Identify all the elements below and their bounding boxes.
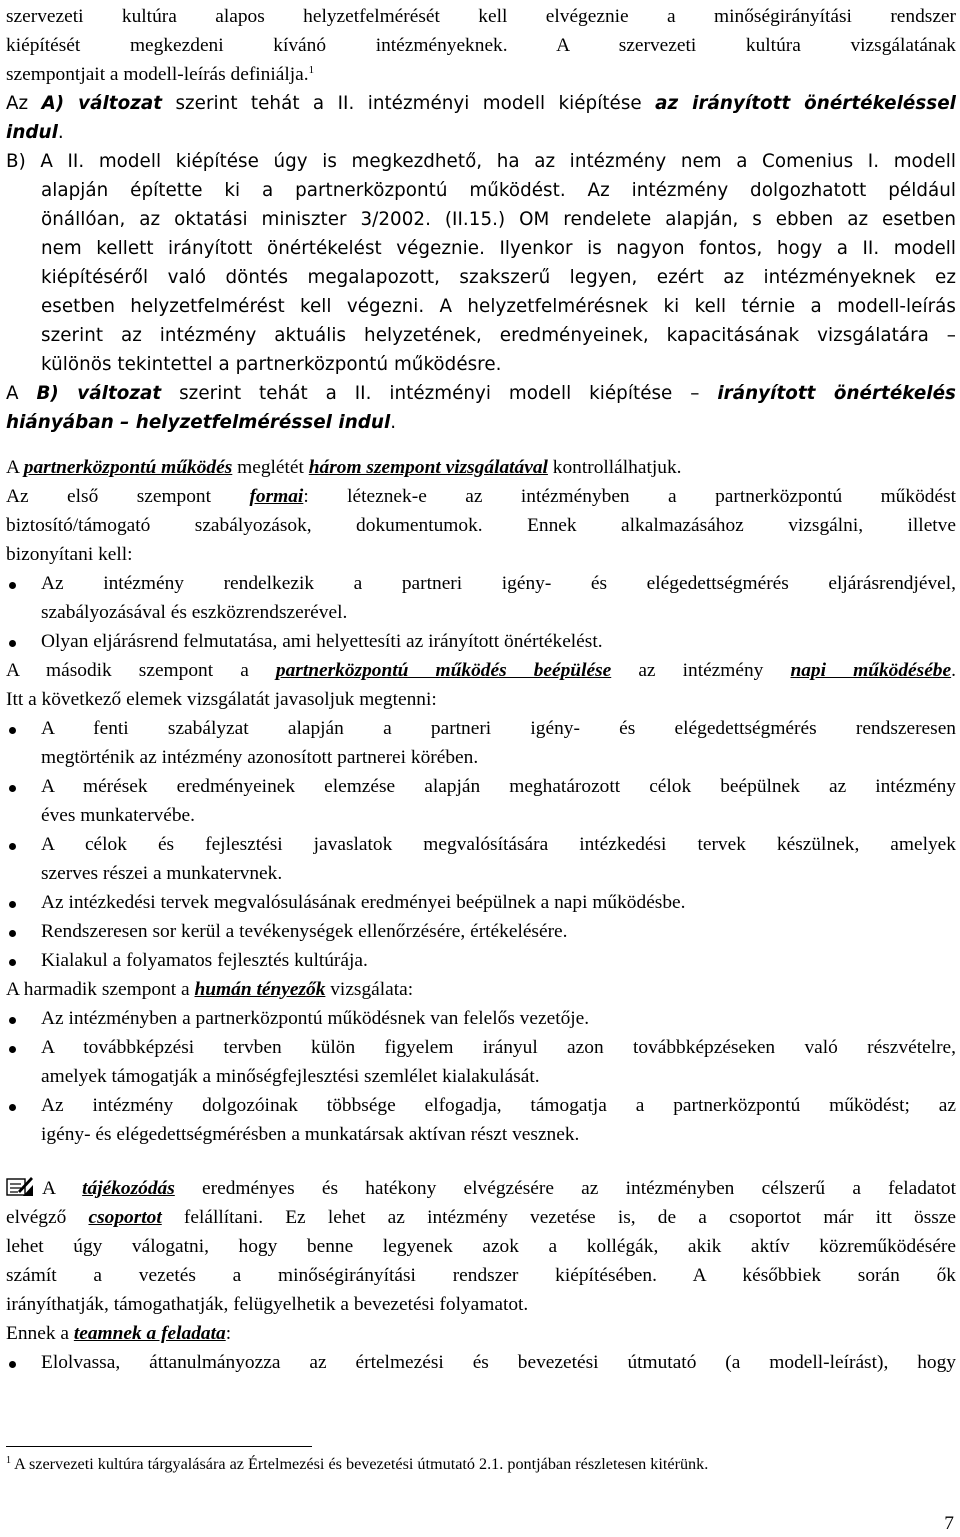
- paragraph-line: alapján építette ki a partnerközpontú működést. Az intézmény dolgozhatott például: [41, 180, 956, 201]
- bullet-icon: [9, 1017, 16, 1024]
- paragraph-line: különös tekintettel a partnerközpontú működésre.: [41, 354, 502, 375]
- paragraph-line: [6, 147, 956, 176]
- paragraph-line: szervezeti kultúra alapos helyzetfelmérését kell elvégeznie a minőségirányítási rendszer: [6, 6, 956, 27]
- emphasis-partner-centric: partnerközpontú működés: [23, 457, 233, 478]
- emphasis-human-factors: humán tényezők: [194, 979, 326, 1000]
- bullet-icon: [9, 785, 16, 792]
- paragraph-line: kiépítését megkezdeni kívánó intézményeknek. A szervezeti kultúra vizsgálatának: [6, 35, 956, 56]
- text-span: Az első szempont: [6, 486, 250, 507]
- text-span: .: [390, 412, 397, 433]
- text-span: kontrollálhatjuk.: [547, 457, 682, 478]
- list-item-line: szabályozásával és eszközrendszerével.: [41, 602, 348, 623]
- paragraph-line: [6, 60, 956, 89]
- footnote-reference[interactable]: 1: [308, 64, 315, 76]
- footnote-text: A szervezeti kultúra tárgyalására az Értelmezési és bevezetési útmutató 2.1. pontjában részletesen kitérünk.: [14, 1455, 709, 1473]
- list-item-line: Elolvassa, áttanulmányozza az értelmezési és bevezetési útmutató (a modell-leírást), hogy: [41, 1352, 956, 1373]
- paragraph-line: [6, 975, 956, 1004]
- paragraph-line: nem kellett irányított önértékelést végeznie. Ilyenkor is nagyon fontos, hogy a II. modell: [41, 238, 956, 259]
- list-item-line: éves munkatervébe.: [41, 805, 195, 826]
- list-item-line: Az intézmény rendelkezik a partneri igény- és elégedettségmérés eljárásrendjével,: [41, 573, 956, 594]
- list-item-line: A mérések eredményeinek elemzése alapján meghatározott célok beépülnek az intézmény: [41, 776, 956, 797]
- bullet-icon: [9, 640, 16, 647]
- list-item-line: megtörténik az intézmény azonosított partnerei körében.: [41, 747, 479, 768]
- emphasis-situation-assessment: hiányában – helyzetfelméréssel indul: [6, 412, 391, 433]
- text-span: A: [42, 1178, 83, 1199]
- emphasis-three-aspects: három szempont vizsgálatával: [308, 457, 548, 478]
- list-item-line: Rendszeresen sor kerül a tevékenységek ellenőrzésére, értékelésére.: [41, 921, 568, 942]
- emphasis-group: csoportot: [88, 1207, 162, 1228]
- bullet-icon: [9, 930, 16, 937]
- paragraph-line: biztosító/támogató szabályozások, dokumentumok. Ennek alkalmazásához vizsgálni, illetve: [6, 515, 956, 536]
- list-item: [6, 917, 956, 946]
- paragraph-text: szempontjait a modell-leírás definiálja.: [6, 64, 309, 85]
- list-item: [6, 714, 956, 772]
- list-item-line: szerves részei a munkatervnek.: [41, 863, 283, 884]
- list-item-line: Az intézkedési tervek megvalósulásának eredményei beépülnek a napi működésbe.: [41, 892, 686, 913]
- list-item: [6, 1348, 956, 1377]
- list-item-line: Az intézményben a partnerközpontú működésnek van felelős vezetője.: [41, 1008, 590, 1029]
- bullet-icon: [9, 843, 16, 850]
- spacer: [6, 1149, 956, 1174]
- text-span: eredményes és hatékony elvégzésére az intézményben célszerű a feladatot: [174, 1178, 956, 1199]
- text-span: : léteznek-e az intézményben a partnerközpontú működést: [303, 486, 957, 507]
- bullet-icon: [9, 901, 16, 908]
- list-item: [6, 627, 956, 656]
- paragraph-line: [6, 1319, 956, 1348]
- emphasis-formal: formai: [249, 486, 304, 507]
- emphasis-orientation: tájékozódás: [82, 1178, 175, 1199]
- paragraph-line: kiépítéséről való döntés megalapozott, szakszerű legyen, ezért az intézményeknek ez: [41, 267, 956, 288]
- text-span: vizsgálata:: [325, 979, 414, 1000]
- paragraph-line: [6, 408, 956, 437]
- list-item: [6, 946, 956, 975]
- paragraph-line: számít a vezetés a minőségirányítási rendszer kiépítésében. A későbbiek során ők: [6, 1265, 956, 1286]
- paragraph-line: önállóan, az oktatási miniszter 3/2002. (II.15.) OM rendelete alapján, s ebben az esetben: [41, 209, 956, 230]
- paragraph-line: [6, 482, 956, 511]
- paragraph-line: irányíthatják, támogathatják, felügyelhetik a bevezetési folyamatot.: [6, 1294, 529, 1315]
- list-item-line: Kialakul a folyamatos fejlesztés kultúrája.: [41, 950, 368, 971]
- paragraph-line: [6, 1203, 956, 1232]
- list-item: [6, 1004, 956, 1033]
- text-span: Ennek a: [6, 1323, 74, 1344]
- bullet-icon: [9, 727, 16, 734]
- page-number: 7: [944, 1513, 954, 1534]
- emphasis-daily-operation: napi működésébe: [790, 660, 952, 681]
- text-span: elvégző: [6, 1207, 89, 1228]
- text-span: A: [6, 383, 37, 404]
- text-span: A második szempont a: [6, 660, 276, 681]
- paragraph-line: [6, 1174, 956, 1203]
- text-span: az intézmény: [611, 660, 791, 681]
- spacer: [6, 437, 956, 453]
- list-item: [6, 830, 956, 888]
- paragraph-line: [6, 656, 956, 685]
- bullet-icon: [9, 582, 16, 589]
- emphasis-b-variant: B) változat: [36, 383, 162, 404]
- footnote-divider: [6, 1446, 312, 1447]
- bullet-icon: [9, 1361, 16, 1368]
- text-span: meglétét: [232, 457, 309, 478]
- paragraph-line: esetben helyzetfelmérést kell végezni. A helyzetfelmérésnek ki kell térnie a modell-leírás: [41, 296, 956, 317]
- text-span: .: [951, 660, 956, 681]
- bullet-icon: [9, 959, 16, 966]
- list-item-line: Olyan eljárásrend felmutatása, ami helyettesíti az irányított önértékelést.: [41, 631, 603, 652]
- document-page: [6, 2, 957, 1473]
- list-item-line: amelyek támogatják a minőségfejlesztési szemlélet kialakulását.: [41, 1066, 540, 1087]
- text-span: B): [6, 151, 41, 172]
- paragraph-line: [6, 379, 956, 408]
- text-span: Az: [6, 93, 42, 114]
- footnote-mark: 1: [6, 1455, 11, 1466]
- text-span: A harmadik szempont a: [6, 979, 195, 1000]
- list-item: [6, 1033, 956, 1091]
- paragraph-line: [6, 453, 956, 482]
- paragraph-line: lehet úgy válogatni, hogy benne legyenek azok a kollégák, akik aktív közreműködésére: [6, 1236, 956, 1257]
- text-span: A II. modell kiépítése úgy is megkezdhető, ha az intézmény nem a Comenius I. modell: [40, 151, 956, 172]
- text-span: felállítani. Ez lehet az intézmény vezetése is, de a csoportot már itt össze: [161, 1207, 956, 1228]
- emphasis-integration: partnerközpontú működés beépülése: [275, 660, 612, 681]
- list-item: [6, 888, 956, 917]
- emphasis-guided-self-evaluation: irányított önértékelés: [717, 383, 956, 404]
- paragraph-line: Itt a következő elemek vizsgálatát javasoljuk megtenni:: [6, 689, 437, 710]
- paragraph-line: szerint az intézmény aktuális helyzetének, eredményeinek, kapacitásának vizsgálatára –: [41, 325, 956, 346]
- list-item: [6, 1091, 956, 1149]
- list-item-line: igény- és elégedettségmérésben a munkatársak aktívan részt vesznek.: [41, 1124, 580, 1145]
- text-span: szerint tehát a II. intézményi modell kiépítése: [162, 93, 656, 114]
- emphasis-a-variant: A) változat: [41, 93, 163, 114]
- hand-writing-icon: [6, 1175, 34, 1197]
- emphasis-starts: indul: [6, 122, 58, 143]
- text-span: szerint tehát a II. intézményi modell kiépítése –: [161, 383, 718, 404]
- emphasis-team-task: teamnek a feladata: [73, 1323, 226, 1344]
- bullet-icon: [9, 1104, 16, 1111]
- list-item-line: A célok és fejlesztési javaslatok megvalósítására intézkedési tervek készülnek, amelyek: [41, 834, 956, 855]
- text-span: A: [6, 457, 24, 478]
- paragraph-line: [6, 89, 956, 118]
- paragraph-line: [6, 118, 956, 147]
- bullet-icon: [9, 1046, 16, 1053]
- text-span: :: [225, 1323, 232, 1344]
- paragraph-line: bizonyítani kell:: [6, 544, 133, 565]
- list-item: [6, 569, 956, 627]
- emphasis-guided-self-evaluation: az irányított önértékeléssel: [655, 93, 956, 114]
- list-item: [6, 772, 956, 830]
- footnote: [6, 1454, 956, 1474]
- list-item-line: A fenti szabályzat alapján a partneri igény- és elégedettségmérés rendszeresen: [41, 718, 956, 739]
- list-item-line: Az intézmény dolgozóinak többsége elfogadja, támogatja a partnerközpontú működést; az: [41, 1095, 956, 1116]
- list-item-line: A továbbképzési tervben külön figyelem irányul azon továbbképzéseken való részvételre,: [41, 1037, 956, 1058]
- text-span: .: [57, 122, 64, 143]
